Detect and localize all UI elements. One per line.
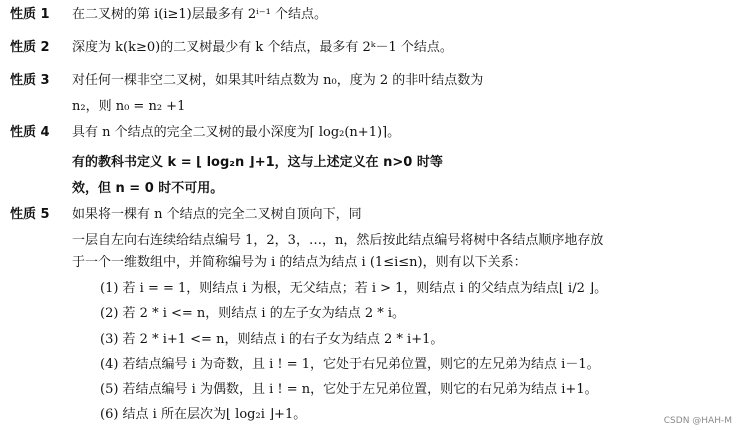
property-4-text: 具有 n 个结点的完全二叉树的最小深度为⌈ log₂(n+1)⌉。 <box>72 125 401 140</box>
relation-item-1: (1) 若 i = = 1，则结点 i 为根，无父结点；若 i > 1，则结点 i 的父结点为结点⌊ i/2 ⌋。 <box>100 281 608 296</box>
property-2-label: 性质 2 <box>10 40 50 55</box>
relation-item-3: (3) 若 2 * i+1 <= n，则结点 i 的右子女为结点 2 * i+1。 <box>100 332 444 347</box>
relation-item-4: (4) 若结点编号 i 为奇数，且 i ! = 1，它处于右兄弟位置，则它的左兄弟为结点 i－1。 <box>100 357 600 372</box>
watermark: CSDN @HAH-M <box>663 416 732 426</box>
relation-item-2: (2) 若 2 * i <= n，则结点 i 的左子女为结点 2 * i。 <box>100 306 406 321</box>
property-3-label: 性质 3 <box>10 73 50 88</box>
property-4-note-line-1: 有的教科书定义 k = ⌊ log₂n ⌋+1，这与上述定义在 n>0 时等 <box>72 155 443 170</box>
property-5-text-line-1: 如果将一棵有 n 个结点的完全二叉树自顶向下，同 <box>72 207 362 222</box>
property-5-label: 性质 5 <box>10 207 50 222</box>
property-3-text-line-1: 对任何一棵非空二叉树，如果其叶结点数为 n₀，度为 2 的非叶结点数为 <box>72 73 484 88</box>
property-5-text-line-3: 于一个一维数组中，并简称编号为 i 的结点为结点 i (1≤i≤n)，则有以下关系： <box>72 255 527 270</box>
relation-item-6: (6) 结点 i 所在层次为⌊ log₂i ⌋+1。 <box>100 407 307 422</box>
property-4-label: 性质 4 <box>10 125 50 140</box>
property-2-text: 深度为 k(k≥0)的二叉树最少有 k 个结点，最多有 2ᵏ－1 个结点。 <box>72 40 453 55</box>
relation-item-5: (5) 若结点编号 i 为偶数，且 i ! = n，它处于左兄弟位置，则它的右兄弟为结点 i+1。 <box>100 382 598 397</box>
property-4-note-line-2: 效，但 n = 0 时不可用。 <box>72 181 224 196</box>
property-1-label: 性质 1 <box>10 7 50 22</box>
property-1-text: 在二叉树的第 i(i≥1)层最多有 2ⁱ⁻¹ 个结点。 <box>72 7 327 22</box>
property-5-text-line-2: 一层自左向右连续给结点编号 1，2，3，…，n，然后按此结点编号将树中各结点顺序地存放 <box>72 233 604 248</box>
property-3-text-line-2: n₂，则 n₀ = n₂ +1 <box>72 99 186 114</box>
